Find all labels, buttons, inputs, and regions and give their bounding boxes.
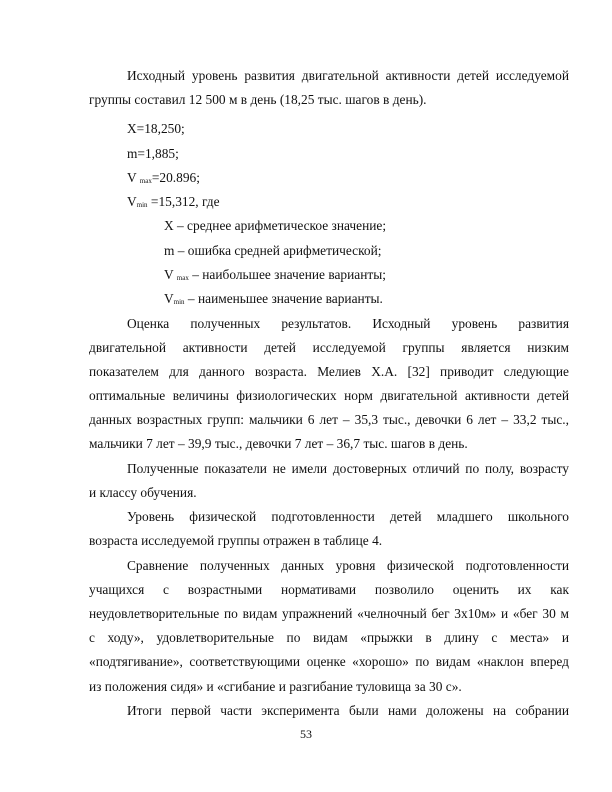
page-number: 53 — [300, 727, 312, 741]
legend-x: X – среднее арифметическое значение; — [164, 218, 387, 233]
legend-vmin: $V_{min}$ – наименьшее значение варианты. — [164, 291, 383, 306]
stat-m: m=1,885; — [127, 146, 179, 161]
paragraph-2-line-6: мальчики 7 лет – 39,9 тыс., девочки 7 лет – 36,7 тыс. шагов в день. — [89, 436, 468, 451]
stat-vmin: $V_{min} =15,312$, где — [127, 194, 220, 209]
paragraph-2-line-1: Оценка полученных результатов. Исходный уровень развития — [127, 316, 569, 331]
paragraph-4-line-2: возраста исследуемой группы отражен в таблице 4. — [89, 533, 383, 548]
paragraph-5-line-1: Сравнение полученных данных уровня физической подготовленности — [127, 558, 569, 573]
paragraph-6-line-1: Итоги первой части эксперимента были нами доложены на собрании — [127, 703, 569, 718]
paragraph-3-line-2: и классу обучения. — [89, 485, 197, 500]
legend-m: m – ошибка средней арифметической; — [164, 243, 382, 258]
paragraph-2-line-2: двигательной активности детей исследуемой группы является низким — [89, 340, 569, 355]
paragraph-5-line-4: с ходу», удовлетворительные по видам «прыжки в длину с места» и — [89, 630, 569, 645]
paragraph-4-line-1: Уровень физической подготовленности детей младшего школьного — [127, 509, 569, 524]
stat-vmax: V $_{max}$=20.896; — [127, 170, 200, 185]
paragraph-1-line-2: группы составил 12 500 м в день (18,25 тыс. шагов в день). — [89, 92, 427, 107]
paragraph-1-line-1: Исходный уровень развития двигательной активности детей исследуемой — [127, 68, 569, 83]
paragraph-5-line-3: неудовлетворительные по видам упражнений «челночный бег 3х10м» и «бег 30 м — [89, 606, 569, 621]
legend-vmax: V $_{max}$ – наибольшее значение варианты; — [164, 267, 386, 282]
paragraph-5-line-6: из положения сидя» и «сгибание и разгибание туловища за 30 с». — [89, 679, 462, 694]
paragraph-2-line-3: показателем для данного возраста. Мелиев Х.А. [32] приводит следующие — [89, 364, 569, 379]
paragraph-5-line-5: «подтягивание», соответствующими оценке «хорошо» по видам «наклон вперед — [89, 654, 569, 669]
paragraph-2-line-5: данных возрастных групп: мальчики 6 лет – 35,3 тыс., девочки 6 лет – 33,2 тыс., — [89, 412, 569, 427]
paragraph-2-line-4: оптимальные величины физиологических норм двигательной активности детей — [89, 388, 569, 403]
paragraph-3-line-1: Полученные показатели не имели достоверных отличий по полу, возрасту — [127, 461, 569, 476]
paragraph-5-line-2: учащихся с возрастными нормативами позволило оценить их как — [89, 582, 569, 597]
stat-x: X=18,250; — [127, 121, 185, 136]
